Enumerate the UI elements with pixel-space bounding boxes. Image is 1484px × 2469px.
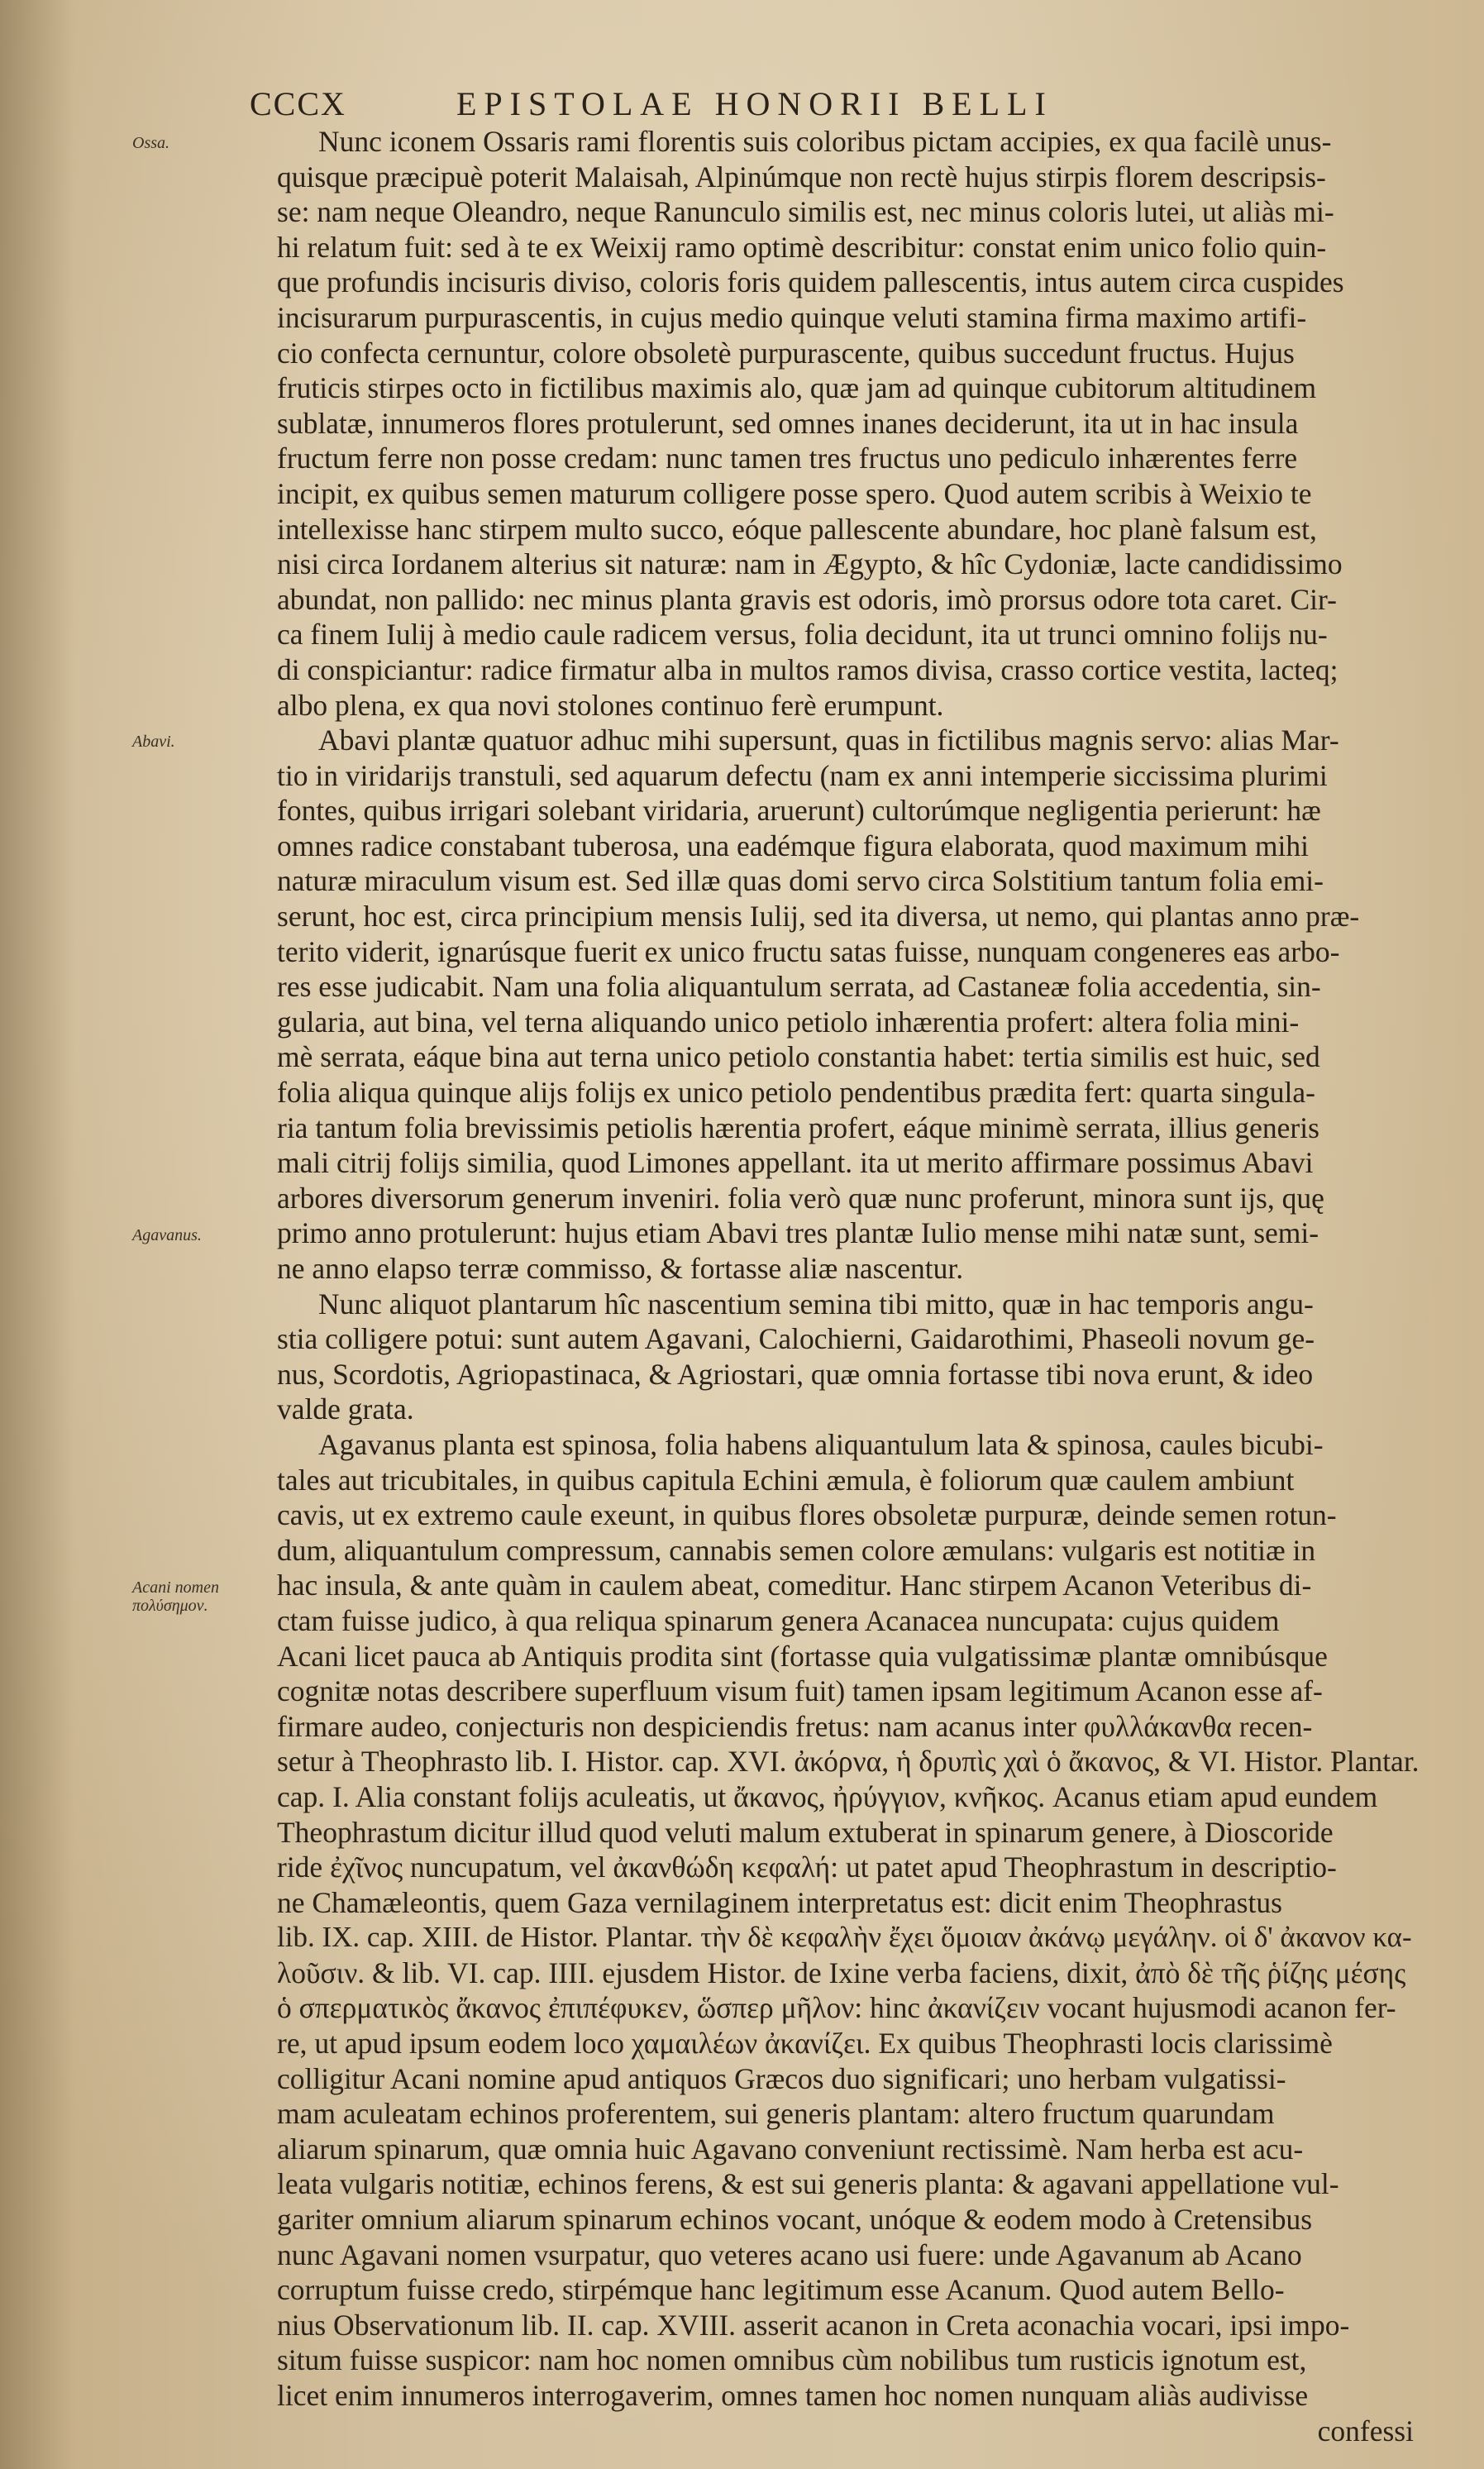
text-line: mali citrij folijs similia, quod Limones appellant. ita ut merito affirmare possimus Abavi — [277, 1146, 1314, 1180]
text-line: hac insula, & ante quàm in caulem abeat, comeditur. Hanc stirpem Acanon Veteribus di- — [277, 1569, 1312, 1602]
margin-note: Acani nomen πολύσημον. — [132, 1578, 219, 1615]
margin-note: Ossa. — [132, 134, 170, 152]
text-line: albo plena, ex qua novi stolones continuo ferè erumpunt. — [277, 688, 944, 722]
text-line: Nunc iconem Ossaris rami florentis suis coloribus pictam accipies, ex qua facilè unus- — [318, 125, 1332, 158]
text-line: firmare audeo, conjecturis non despiciendis fretus: nam acanus inter φυλλάκανθα recen- — [277, 1709, 1313, 1743]
text-line: naturæ miraculum visum est. Sed illæ quas domi servo circa Solstitium tantum folia emi- — [277, 864, 1324, 898]
text-line: Agavanus planta est spinosa, folia habens aliquantulum lata & spinosa, caules bicubi- — [318, 1427, 1324, 1461]
text-line: mam aculeatam echinos proferentem, sui generis plantam: altero fructum quarundam — [277, 2097, 1275, 2131]
text-line: folia aliqua quinque alijs folijs ex unico petiolo pendentibus prædita fert: quarta singula- — [277, 1076, 1316, 1110]
text-line: Abavi plantæ quatuor adhuc mihi supersunt, quas in fictilibus magnis servo: alias Mar- — [318, 724, 1339, 757]
text-line: colligitur Acani nomine apud antiquos Græcos duo significari; uno herbam vulgatissi- — [277, 2061, 1286, 2095]
text-line: licet enim innumeros interrogaverim, omnes tamen hoc nomen nunquam aliàs audivisse — [277, 2379, 1309, 2412]
margin-note: Agavanus. — [132, 1225, 202, 1244]
gutter-shadow — [0, 0, 74, 2469]
text-line: nisi circa Iordanem alterius sit naturæ: nam in Ægypto, & hîc Cydoniæ, lacte candidissimo — [277, 547, 1343, 581]
text-line: se: nam neque Oleandro, neque Ranunculo similis est, nec minus coloris lutei, ut aliàs mi- — [277, 195, 1334, 229]
text-line: ne anno elapso terræ commisso, & fortasse aliæ nascentur. — [277, 1252, 964, 1285]
text-line: cognitæ notas describere superfluum visum fuit) tamen ipsam legitimum Acanon esse af- — [277, 1674, 1323, 1708]
text-line: ὁ σπερματικὸς ἄκανος ἐπιπέφυκεν, ὥσπερ μῆλον: hinc ἀκανίζειν vocant hujusmodi acanon fer- — [277, 1991, 1396, 2025]
text-line: gariter omnium aliarum spinarum echinos vocant, unóque & eodem modo à Cretensibus — [277, 2203, 1313, 2237]
text-line: corruptum fuisse credo, stirpémque hanc legitimum esse Acanum. Quod autem Bello- — [277, 2273, 1285, 2307]
folio-number: CCCX — [250, 85, 346, 122]
text-line: nunc Agavani nomen vsurpatur, quo veteres acano usi fuere: unde Agavanum ab Acano — [277, 2237, 1302, 2271]
text-line: Theophrastum dicitur illud quod veluti malum extuberat in spinarum genere, à Dioscoride — [277, 1815, 1334, 1849]
text-line: lib. IX. cap. XIII. de Histor. Plantar. τὴν δὲ κεφαλὴν ἔχει ὅμοιαν ἀκάνῳ μεγάλην. οἱ δ' ἀκανον κα- — [277, 1921, 1412, 1954]
text-line: ca finem Iulij à medio caule radicem versus, folia decidunt, ita ut trunci omnino folijs nu- — [277, 618, 1328, 652]
text-line: intellexisse hanc stirpem multo succo, eóque pallescente abundare, hoc planè falsum est, — [277, 512, 1317, 546]
text-line: ria tantum folia brevissimis petiolis hærentia profert, eáque minimè serrata, illius generis — [277, 1110, 1319, 1144]
text-line: ne Chamæleontis, quem Gaza vernilaginem interpretatus est: dicit enim Theophrastus — [277, 1885, 1282, 1919]
text-line: Acani licet pauca ab Antiquis prodita sint (fortasse quia vulgatissimæ plantæ omnibúsque — [277, 1639, 1328, 1673]
text-line: cavis, ut ex extremo caule exeunt, in quibus flores obsoletæ purpuræ, deinde semen rotun- — [277, 1498, 1337, 1532]
text-line: dum, aliquantulum compressum, cannabis semen colore æmulans: vulgaris est notitiæ in — [277, 1533, 1316, 1567]
margin-note: Abavi. — [132, 733, 175, 752]
text-line: nus, Scordotis, Agriopastinaca, & Agriostari, quæ omnia fortasse tibi nova erunt, & ideo — [277, 1357, 1314, 1391]
text-line: mè serrata, eáque bina aut terna unico petiolo constantia habet: tertia similis est huic, sed — [277, 1040, 1320, 1074]
text-line: aliarum spinarum, quæ omnia huic Agavano conveniunt rectissimè. Nam herba est acu- — [277, 2132, 1304, 2166]
text-line: arbores diversorum generum inveniri. folia verò quæ nunc proferunt, minora sunt ijs, quę — [277, 1181, 1324, 1215]
text-line: ride ἐχῖνος nuncupatum, vel ἀκανθώδη κεφαλή: ut patet apud Theophrastum in descriptio- — [277, 1851, 1337, 1884]
text-line: valde grata. — [277, 1392, 414, 1426]
text-line: hi relatum fuit: sed à te ex Weixij ramo optimè describitur: constat enim unico folio quin- — [277, 230, 1327, 264]
text-line: nius Observationum lib. II. cap. XVIII. asserit acanon in Creta aconachia vocari, ipsi impo- — [277, 2308, 1350, 2342]
text-line: confessi — [1317, 2414, 1414, 2448]
text-line: cio confecta cernuntur, colore obsoletè purpurascente, quibus succedunt fructus. Hujus — [277, 336, 1295, 370]
text-line: situm fuisse suspicor: nam hoc nomen omnibus cùm nobilibus tum rusticis ignotum est, — [277, 2343, 1307, 2377]
text-line: sublatæ, innumeros flores protulerunt, sed omnes inanes deciderunt, ita ut in hac insula — [277, 406, 1299, 440]
text-line: fructum ferre non posse credam: nunc tamen tres fructus uno pediculo inhærentes ferre — [277, 442, 1298, 475]
text-line: omnes radice constabant tuberosa, una eadémque figura elaborata, quod maximum mihi — [277, 829, 1309, 862]
text-line: tio in viridarijs transtuli, sed aquarum defectu (nam ex anni intemperie siccissima plurimi — [277, 758, 1328, 792]
text-line: cap. I. Alia constant folijs aculeatis, ut ἄκανος, ἠρύγγιον, κνῆκος. Acanus etiam apud eundem — [277, 1779, 1378, 1813]
text-line: primo anno protulerunt: hujus etiam Abavi tres plantæ Iulio mense mihi natæ sunt, semi- — [277, 1216, 1319, 1250]
running-title: EPISTOLAE HONORII BELLI — [456, 85, 1053, 122]
text-line: que profundis incisuris diviso, coloris foris quidem pallescentis, intus autem circa cuspides — [277, 265, 1344, 299]
text-line: gularia, aut bina, vel terna aliquando unico petiolo inhærentia profert: altera folia mini- — [277, 1005, 1300, 1039]
text-line: λοῦσιν. & lib. VI. cap. IIII. ejusdem Histor. de Ixine verba faciens, dixit, ἀπὸ δὲ τῆς ῥίζης μέσης — [277, 1956, 1406, 1989]
text-line: tales aut tricubitales, in quibus capitula Echini æmula, è foliorum quæ caulem ambiunt — [277, 1463, 1295, 1497]
text-line: setur à Theophrasto lib. I. Histor. cap. XVI. ἀκόρνα, ἡ δρυπὶς χαὶ ὁ ἄκανος, & VI. Histor. Plantar. — [277, 1745, 1420, 1779]
text-line: incisurarum purpurascentis, in cujus medio quinque veluti stamina firma maximo artifi- — [277, 300, 1307, 334]
text-line: abundat, non pallido: nec minus planta gravis est odoris, imò prorsus odore tota caret. Cir- — [277, 582, 1337, 616]
text-line: Nunc aliquot plantarum hîc nascentium semina tibi mitto, quæ in hac temporis angu- — [318, 1287, 1314, 1320]
body-text — [277, 124, 1422, 2448]
text-line: incipit, ex quibus semen maturum colligere posse spero. Quod autem scribis à Weixio te — [277, 476, 1312, 510]
text-line: stia colligere potui: sunt autem Agavani, Calochierni, Gaidarothimi, Phaseoli novum ge- — [277, 1322, 1315, 1356]
text-line: fruticis stirpes octo in fictilibus maximis alo, quæ jam ad quinque cubitorum altitudinem — [277, 371, 1317, 405]
text-line: terito viderit, ignarúsque fuerit ex unico fructu satas fuisse, nunquam congeneres eas arbo- — [277, 934, 1340, 968]
text-line: ctam fuisse judico, à qua reliqua spinarum genera Acanacea nuncupata: cujus quidem — [277, 1603, 1280, 1637]
text-line: di conspiciantur: radice firmatur alba in multos ramos divisa, crasso cortice vestita, lacteq; — [277, 652, 1338, 686]
text-line: re, ut apud ipsum eodem loco χαμαιλέων ἀκανίζει. Ex quibus Theophrasti locis clarissimè — [277, 2027, 1333, 2061]
text-line: quisque præcipuè poterit Malaisah, Alpinúmque non rectè hujus stirpis florem descripsis- — [277, 160, 1326, 193]
text-line: serunt, hoc est, circa principium mensis Iulij, sed ita diversa, ut nemo, qui plantas anno præ- — [277, 900, 1360, 934]
text-line: fontes, quibus irrigari solebant viridaria, aruerunt) cultorúmque negligentia perierunt: hæ — [277, 794, 1321, 828]
text-line: res esse judicabit. Nam una folia aliquantulum serrata, ad Castaneæ folia accedentia, sin- — [277, 970, 1321, 1004]
text-line: leata vulgaris notitiæ, echinos ferens, & est sui generis planta: & agavani appellatione vul- — [277, 2167, 1339, 2201]
